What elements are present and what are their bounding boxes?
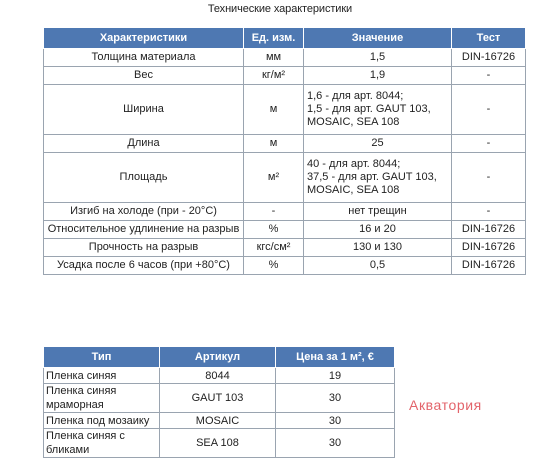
specs-header-test: Тест: [452, 28, 526, 49]
spec-test: -: [452, 135, 526, 153]
spec-value: [304, 203, 452, 221]
spec-unit: %: [244, 257, 304, 275]
spec-test: -: [452, 203, 526, 221]
prices-header-type: Тип: [44, 347, 160, 368]
spec-unit: м²: [244, 153, 304, 203]
price-value: 30: [276, 413, 395, 429]
spec-value-line: 37,5 - для арт. GAUT 103,: [307, 171, 437, 183]
price-value: 30: [276, 384, 395, 413]
spec-name: Прочность на разрыв: [44, 239, 244, 257]
price-article: MOSAIC: [160, 413, 276, 429]
spec-test: -: [452, 153, 526, 203]
specs-row: [44, 257, 526, 275]
price-article: SEA 108: [160, 429, 276, 458]
price-article: 8044: [160, 368, 276, 384]
specs-header-value: Значение: [304, 28, 452, 49]
specs-header-characteristics: Характеристики: [44, 28, 244, 49]
spec-value: [304, 153, 452, 203]
spec-value: [304, 221, 452, 239]
spec-test: -: [452, 67, 526, 85]
specs-header-unit: Ед. изм.: [244, 28, 304, 49]
spec-value-line: 40 - для арт. 8044;: [307, 158, 401, 170]
spec-value-line: 1,5: [369, 51, 386, 63]
spec-value: [304, 49, 452, 67]
spec-unit: м: [244, 135, 304, 153]
spec-unit: кг/м²: [244, 67, 304, 85]
specs-row: [44, 239, 526, 257]
specs-row: [44, 49, 526, 67]
price-row: [44, 429, 395, 458]
prices-header-article: Артикул: [160, 347, 276, 368]
watermark-logo: Акватория: [409, 397, 482, 413]
spec-value: [304, 257, 452, 275]
spec-name: Усадка после 6 часов (при +80°С): [44, 257, 244, 275]
price-type: Пленка под мозаику: [44, 413, 160, 429]
spec-unit: кгс/см²: [244, 239, 304, 257]
price-type: Пленка синяя мраморная: [44, 384, 160, 413]
spec-unit: м: [244, 85, 304, 135]
spec-test: DIN-16726: [452, 257, 526, 275]
specs-row: [44, 153, 526, 203]
spec-test: DIN-16726: [452, 221, 526, 239]
spec-unit: %: [244, 221, 304, 239]
spec-unit: -: [244, 203, 304, 221]
spec-name: Изгиб на холоде (при - 20°С): [44, 203, 244, 221]
spec-unit: мм: [244, 49, 304, 67]
spec-value-line: 1,9: [369, 69, 386, 81]
specs-row: [44, 135, 526, 153]
spec-name: Ширина: [44, 85, 244, 135]
specs-header-row: [44, 28, 526, 49]
price-type: Пленка синяя: [44, 368, 160, 384]
prices-header-price: Цена за 1 м², €: [276, 347, 395, 368]
specs-row: [44, 85, 526, 135]
spec-value-line: MOSAIC, SEA 108: [307, 184, 400, 196]
spec-value-line: 130 и 130: [353, 241, 402, 253]
spec-name: Вес: [44, 67, 244, 85]
spec-value: [304, 135, 452, 153]
spec-value-line: 1,6 - для арт. 8044;: [307, 90, 404, 102]
specs-table: [43, 27, 526, 275]
spec-name: Площадь: [44, 153, 244, 203]
spec-value-line: нет трещин: [348, 205, 407, 217]
spec-value-line: MOSAIC, SEA 108: [307, 116, 400, 128]
price-value: 30: [276, 429, 395, 458]
spec-name: Относительное удлинение на разрыв: [44, 221, 244, 239]
specs-row: [44, 67, 526, 85]
spec-test: DIN-16726: [452, 49, 526, 67]
prices-table: [43, 346, 395, 458]
spec-name: Толщина материала: [44, 49, 244, 67]
spec-value: [304, 67, 452, 85]
specs-row: [44, 203, 526, 221]
prices-header-row: [44, 347, 395, 368]
spec-test: -: [452, 85, 526, 135]
specs-row: [44, 221, 526, 239]
spec-value: [304, 85, 452, 135]
spec-value-line: 25: [371, 137, 384, 149]
price-type: Пленка синяя с бликами: [44, 429, 160, 458]
spec-value: [304, 239, 452, 257]
price-value: 19: [276, 368, 395, 384]
price-row: [44, 368, 395, 384]
spec-value-line: 1,5 - для арт. GAUT 103,: [307, 103, 431, 115]
spec-value-line: 16 и 20: [359, 223, 396, 235]
spec-value-line: 0,5: [369, 259, 386, 271]
price-article: GAUT 103: [160, 384, 276, 413]
spec-test: DIN-16726: [452, 239, 526, 257]
price-row: [44, 384, 395, 413]
price-row: [44, 413, 395, 429]
spec-name: Длина: [44, 135, 244, 153]
page-title: Технические характеристики: [207, 3, 353, 15]
